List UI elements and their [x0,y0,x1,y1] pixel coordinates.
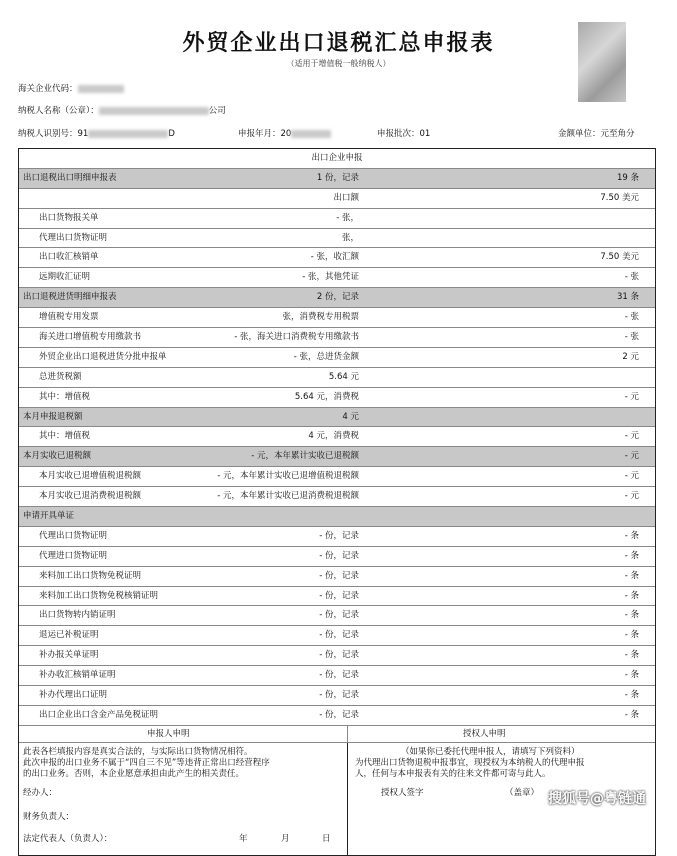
row-mid-value: - 张， [336,212,359,223]
row-mid-value: - 份，记录 [319,570,359,581]
form-row [19,666,655,686]
row-label: 出口货物转内销证明 [39,610,116,621]
year-label: 年 [239,833,248,844]
row-label: 代理出口货物证明 [39,232,108,243]
authorizer-statement-line1: （如果你已委托代理申报人，请填写下列资料） [401,746,580,757]
row-label: 退运已补税证明 [39,630,99,641]
form-row [19,487,655,507]
taxpayer-id-label: 纳税人识别号：91 [18,129,89,139]
form-row [19,447,655,467]
unit-label: 金额单位：元至角分 [558,129,635,139]
row-label: 远期收汇证明 [39,272,91,283]
row-mid-value: 张，消费税专用税票 [282,312,359,323]
watermark-text: 搜狐号@粤链通 [548,791,646,807]
form-row [19,209,655,229]
row-right-value: - 张 [624,272,639,283]
row-mid-value: 2 份，记录 [316,292,359,303]
row-mid-value: 5.64 元 [328,371,359,382]
row-mid-value: - 份，记录 [319,690,359,701]
taxpayer-id-suffix: D [168,129,175,139]
customs-code-label: 海关企业代码： [18,84,78,94]
row-mid-value: 1 份，记录 [316,172,359,183]
row-label: 出口货物报关单 [39,212,99,223]
row-label: 申请开具单证 [23,511,75,522]
form-title: 外贸企业出口退税汇总申报表 [182,31,495,56]
row-label: 补办报关单证明 [39,650,99,661]
row-right-value: 7.50 美元 [600,252,639,263]
form-row [19,507,655,527]
form-row [19,587,655,607]
row-mid-value: 出口额 [333,192,359,203]
auth-signature-label: 授权人签字 [381,787,424,798]
taxpayer-name-suffix: 公司 [208,106,226,116]
form-row [19,606,655,626]
row-label: 其中：增值税 [39,391,91,402]
row-right-value: - 条 [624,550,639,561]
applicant-statement-line2: 此次申报的出口业务不属于“四自三不见”等违背正常出口经营程序 [23,757,270,768]
row-right-value: - 条 [624,530,639,541]
operator-label: 经办人： [23,787,58,798]
row-right-value: - 条 [624,690,639,701]
form-row [19,308,655,328]
form-row [19,686,655,706]
applicant-statement-line3: 的出口业务。否则，本企业愿意承担由此产生的相关责任。 [23,768,245,779]
month-label: 月 [281,833,290,844]
redacted-block [88,130,168,138]
row-mid-value: - 份，记录 [319,709,359,720]
form-row [19,268,655,288]
row-label: 补办收汇核销单证明 [39,670,116,681]
form-subtitle: （适用于增值税一般纳税人） [286,59,391,68]
form-row [19,328,655,348]
row-label: 出口企业出口含金产品免税证明 [39,709,159,720]
row-mid-value: 张， [341,232,359,243]
form-row [19,567,655,587]
form-row [19,547,655,567]
finance-label: 财务负责人： [23,811,75,822]
row-label: 来料加工出口货物免税核销证明 [39,590,159,601]
row-mid-value: 5.64 元，消费税 [294,391,359,402]
row-right-value: - 张 [624,312,639,323]
row-right-value: - 元 [624,491,639,502]
row-label: 增值税专用发票 [39,312,99,323]
row-label: 其中：增值税 [39,431,91,442]
period-line [238,127,331,139]
row-mid-value: - 张，总进货金额 [293,351,359,362]
day-label: 日 [322,833,331,844]
form-row [19,368,655,388]
row-label: 来料加工出口货物免税证明 [39,570,142,581]
row-right-value: 31 条 [616,292,639,303]
legal-rep-label: 法定代表人（负责人）： [23,833,113,844]
row-label: 海关进口增值税专用缴款书 [39,332,142,343]
row-right-value: - 条 [624,670,639,681]
row-mid-value: - 份，记录 [319,590,359,601]
form-row [19,189,655,209]
row-right-value: 7.50 美元 [600,192,639,203]
row-mid-value: - 张，收汇额 [310,252,359,263]
redacted-block [99,107,209,115]
row-label: 本月实收已退税额 [23,451,92,462]
row-right-value: - 条 [624,590,639,601]
form-row [19,169,655,189]
declaration-header-row [19,726,655,743]
row-mid-value: 4 元，消费税 [308,431,359,442]
form-row [19,706,655,726]
section-title: 出口企业申报 [19,149,655,169]
customs-code-line [18,82,124,94]
row-mid-value: - 份，记录 [319,610,359,621]
row-right-value: - 元 [624,431,639,442]
form-row [19,626,655,646]
row-label: 本月实收已退增值税退税额 [39,471,142,482]
row-mid-value: - 份，记录 [319,530,359,541]
redacted-block [291,130,331,138]
row-label: 补办代理出口证明 [39,690,108,701]
row-label: 出口退税出口明细申报表 [23,172,117,183]
row-label: 本月申报退税额 [23,411,83,422]
row-mid-value: - 元，本年累计实收已退消费税退税额 [217,491,359,502]
row-right-value: - 条 [624,610,639,621]
row-right-value: - 元 [624,391,639,402]
taxpayer-name-label: 纳税人名称（公章）： [18,106,99,116]
redacted-qr-code [578,22,626,102]
row-mid-value: - 张，其他凭证 [302,272,359,283]
taxpayer-name-line [18,104,226,116]
row-label: 本月实收已退消费税退税额 [39,491,142,502]
row-label: 代理进口货物证明 [39,550,108,561]
form-rows [19,169,655,726]
row-right-value: - 张 [624,332,639,343]
row-mid-value: 4 元 [342,411,359,422]
redacted-block [78,85,124,93]
applicant-statement-line1: 此表各栏填报内容是真实合法的，与实际出口货物情况相符。 [23,746,253,757]
form-row [19,408,655,428]
row-label: 代理出口货物证明 [39,530,108,541]
row-mid-value: - 份，记录 [319,670,359,681]
row-mid-value: - 元，本年累计实收已退增值税退税额 [217,471,359,482]
form-row [19,288,655,308]
form-row [19,527,655,547]
row-right-value: - 条 [624,630,639,641]
row-right-value: 2 元 [622,351,639,362]
form-row [19,248,655,268]
authorizer-declaration-header: 授权人申明 [463,728,506,739]
divider [347,743,348,855]
row-right-value: - 元 [624,471,639,482]
taxpayer-id-line [18,127,175,139]
row-right-value: - 元 [624,451,639,462]
form-row [19,348,655,368]
declaration-form [18,148,656,856]
row-label: 出口收汇核销单 [39,252,99,263]
form-row [19,646,655,666]
authorizer-statement-line3: 人，任何与本申报表有关的往来文件都可寄与此人。 [355,768,551,779]
row-mid-value: - 张，海关进口消费税专用缴款书 [234,332,359,343]
row-mid-value: - 元，本年累计实收已退税额 [251,451,359,462]
form-row [19,229,655,249]
row-mid-value: - 份，记录 [319,630,359,641]
form-row [19,467,655,487]
applicant-declaration-header: 申报人申明 [147,728,190,739]
divider [347,726,348,742]
form-row [19,427,655,447]
authorizer-statement-line2: 为代理出口货物退税申报事宜，现授权为本纳税人的代理申报 [355,757,585,768]
row-label: 总进货税额 [39,371,82,382]
row-right-value: - 条 [624,570,639,581]
row-label: 出口退税进货明细申报表 [23,292,117,303]
row-mid-value: - 份，记录 [319,650,359,661]
batch-label: 申报批次：01 [377,129,431,139]
row-right-value: - 条 [624,650,639,661]
row-right-value: - 条 [624,709,639,720]
row-label: 外贸企业出口退税进货分批申报单 [39,351,167,362]
row-right-value: 19 条 [616,172,639,183]
row-mid-value: - 份，记录 [319,550,359,561]
form-row [19,388,655,408]
seal-label: （盖章） [505,787,540,798]
period-label: 申报年月：20 [238,129,292,139]
